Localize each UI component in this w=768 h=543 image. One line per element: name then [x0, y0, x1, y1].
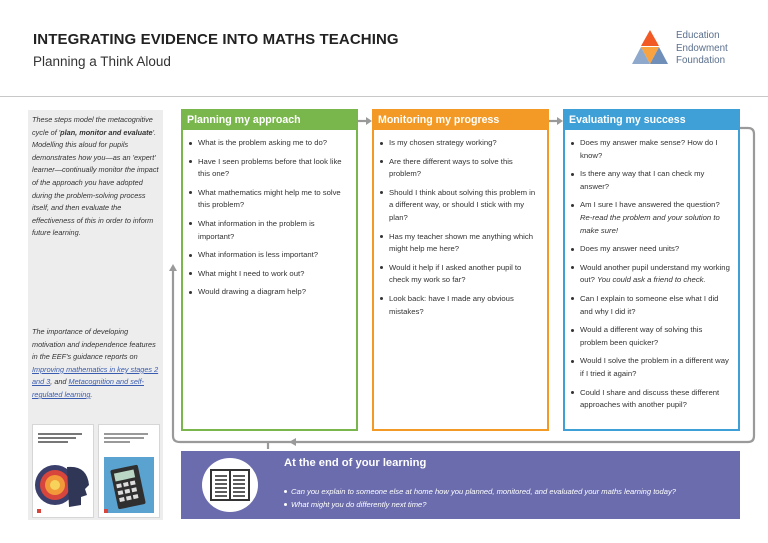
- book-icon: [202, 458, 258, 512]
- item-text: Does my answer need units?: [580, 244, 680, 254]
- sidebar-note-text-2: , and: [50, 377, 69, 387]
- item-tip: Re-read the problem and your solution to make sure!: [580, 212, 720, 235]
- list-item: What mathematics might help me to solve this problem?: [198, 187, 348, 212]
- sidebar-intro-text-2: '. Modelling this aloud for pupils demonstrates how you—as an 'expert' learner—continually monitor the impact of the approach you have adopted during the problem-solving process itself, and then evaluate the effectiveness of this in order to inform future learning.: [32, 127, 159, 238]
- list-item: [580, 262, 730, 287]
- list-item: Is my chosen strategy working?: [389, 137, 539, 150]
- planning-list: [183, 130, 356, 299]
- list-item: Has my teacher shown me anything which might help me here?: [389, 231, 539, 256]
- planning-column: [181, 109, 358, 431]
- logo-line-1: Education: [676, 30, 720, 41]
- list-item: [580, 168, 730, 193]
- item-text: Would another pupil understand my working out?: [580, 262, 730, 285]
- link-metacognition[interactable]: Metacognition and self-regulated learning: [32, 377, 144, 399]
- evaluating-heading: Evaluating my success: [565, 111, 738, 130]
- monitoring-heading: Monitoring my progress: [374, 111, 547, 130]
- list-item: [580, 387, 730, 412]
- planning-heading: Planning my approach: [183, 111, 356, 130]
- item-text: Is there any way that I can check my answer?: [580, 169, 705, 191]
- page-subtitle: Planning a Think Aloud: [33, 54, 171, 69]
- end-heading: At the end of your learning: [284, 457, 427, 469]
- list-item: What information is less important?: [198, 249, 348, 262]
- evaluating-column: [563, 109, 740, 431]
- list-item: [580, 137, 730, 162]
- item-text: Could I share and discuss these different approaches with another pupil?: [580, 387, 720, 410]
- end-list: [291, 485, 676, 511]
- end-of-learning-panel: [181, 451, 740, 519]
- list-item: [580, 243, 730, 256]
- monitoring-column: [372, 109, 549, 431]
- list-item: What information in the problem is important?: [198, 218, 348, 243]
- list-item: [580, 324, 730, 349]
- link-improving-mathematics[interactable]: Improving mathematics in key stages 2 and 3: [32, 364, 159, 387]
- evaluating-list: [565, 130, 738, 412]
- list-item: Should I think about solving this problem in a different way, or should I stick with my plan?: [389, 187, 539, 225]
- monitoring-list: [374, 130, 547, 318]
- sidebar-note-text-1: The importance of developing motivation and independence features in the EEF's guidance reports on: [32, 327, 156, 362]
- list-item: [580, 199, 730, 237]
- list-item: [580, 355, 730, 380]
- list-item: Would drawing a diagram help?: [198, 286, 348, 299]
- item-text: Can I explain to someone else what I did and why I did it?: [580, 293, 719, 316]
- item-text: Would I solve the problem in a different way if I tried it again?: [580, 356, 729, 378]
- sidebar-intro-text-1: These steps model the metacognitive cycle of ': [32, 115, 153, 137]
- list-item: Can you explain to someone else at home how you planned, monitored, and evaluated your maths learning today?: [291, 487, 676, 496]
- list-item: What might you do differently next time?: [291, 498, 676, 511]
- page-title: INTEGRATING EVIDENCE INTO MATHS TEACHING: [33, 31, 399, 48]
- list-item: [580, 293, 730, 318]
- logo-line-3: Foundation: [676, 55, 726, 66]
- item-text: Does my answer make sense? How do I know?: [580, 138, 718, 160]
- list-item: What might I need to work out?: [198, 268, 348, 281]
- item-text: Would a different way of solving this problem been quicker?: [580, 325, 703, 347]
- sidebar-note-text-3: .: [90, 389, 93, 399]
- sidebar-intro-bold: plan, monitor and evaluate: [60, 127, 153, 137]
- item-text: Am I sure I have answered the question?: [580, 200, 720, 210]
- item-tip: You could ask a friend to check.: [597, 275, 706, 285]
- list-item: Look back: have I made any obvious mistakes?: [389, 293, 539, 318]
- list-item: What is the problem asking me to do?: [198, 137, 348, 150]
- list-item: Are there different ways to solve this problem?: [389, 156, 539, 181]
- logo-line-2: Endowment: [676, 42, 728, 54]
- list-item: Have I seen problems before that look like this one?: [198, 156, 348, 181]
- list-item: Would it help if I asked another pupil to check my work so far?: [389, 262, 539, 287]
